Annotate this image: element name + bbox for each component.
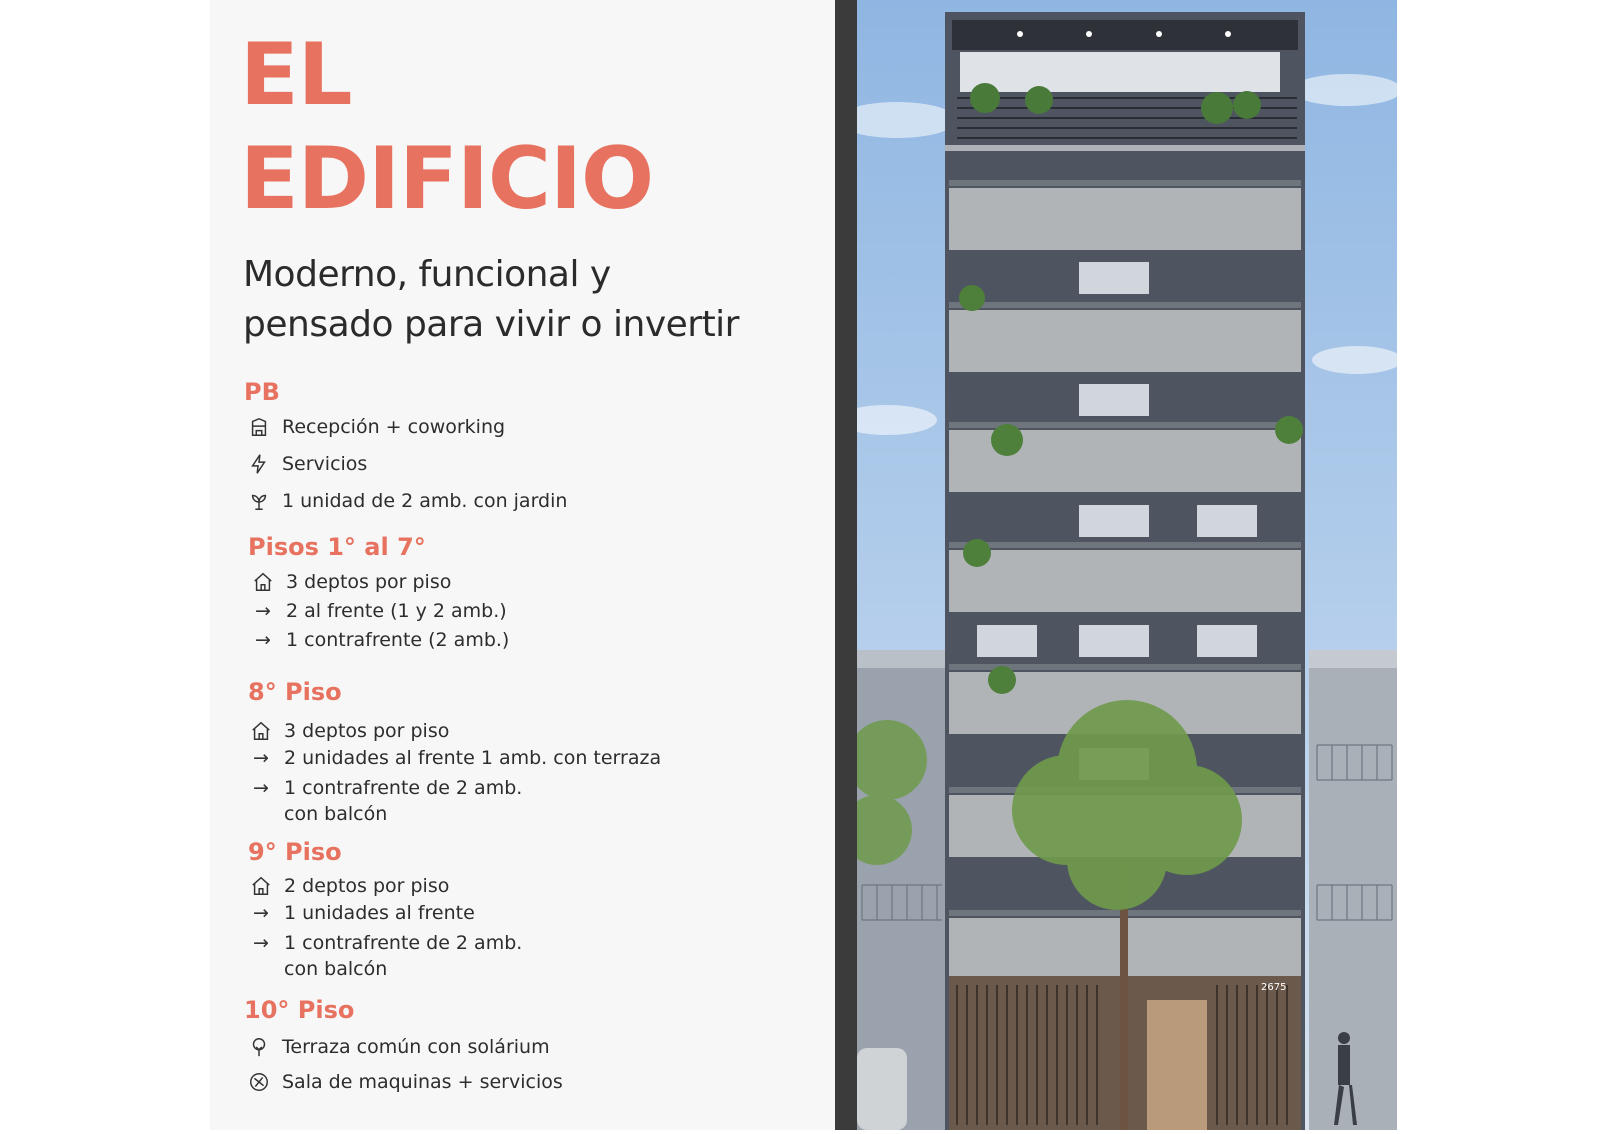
item-continuation: con balcón [284,803,388,825]
item-text: 1 unidades al frente [284,902,475,924]
house-icon [246,720,276,742]
subtitle-line-2: pensado para vivir o invertir [243,304,739,345]
list-item [246,777,522,799]
car [857,1048,907,1130]
item-text: 1 contrafrente de 2 amb. [284,932,523,954]
list-item [246,932,522,954]
fan-icon [244,1071,274,1093]
tree-icon [244,1036,274,1058]
section-heading-pisos-1-7: Pisos 1° al 7° [248,533,426,561]
list-item [246,902,475,924]
list-item [244,490,567,512]
list-item [246,875,449,897]
title-line-1: EL [240,25,352,125]
subtitle [243,250,803,350]
lightning-icon [244,453,274,475]
list-item [244,1036,550,1058]
item-text: 3 deptos por piso [286,571,452,593]
arrow-right-icon: → [255,600,271,622]
house-icon [248,571,278,593]
arrow-right-icon: → [253,932,269,954]
subtitle-line-1: Moderno, funcional y [243,254,611,295]
item-text: 2 deptos por piso [284,875,450,897]
arrow-right-icon: → [255,629,271,651]
item-text: Sala de maquinas + servicios [282,1071,563,1093]
arrow-right-icon: → [253,747,269,769]
item-text: Terraza común con solárium [282,1036,550,1058]
arrow-right-icon: → [253,777,269,799]
item-text: 2 unidades al frente 1 amb. con terraza [284,747,662,769]
list-item [246,720,449,742]
list-item [244,1071,563,1093]
item-text: Servicios [282,453,368,475]
list-item [246,747,661,769]
section-heading-piso-10: 10° Piso [244,996,355,1024]
street-number: 2675 [1261,982,1287,993]
item-text: 1 contrafrente de 2 amb. [284,777,523,799]
item-continuation: con balcón [284,958,388,980]
neighbour-right [1309,650,1397,1130]
section-heading-piso-8: 8° Piso [248,678,342,706]
list-item [244,453,367,475]
info-panel [210,0,835,1130]
list-item [244,416,505,438]
section-heading-piso-9: 9° Piso [248,838,342,866]
title-line-2: EDIFICIO [240,129,654,229]
building-render [857,0,1397,1130]
list-item [248,629,509,651]
item-text: 1 contrafrente (2 amb.) [286,629,510,651]
item-text: 3 deptos por piso [284,720,450,742]
divider [835,0,857,1130]
list-item [248,600,507,622]
list-item [248,571,451,593]
item-text: 1 unidad de 2 amb. con jardin [282,490,568,512]
building-icon [244,416,274,438]
plant-icon [244,490,274,512]
house-icon [246,875,276,897]
item-text: Recepción + coworking [282,416,506,438]
item-text: 2 al frente (1 y 2 amb.) [286,600,507,622]
section-heading-pb: PB [244,378,280,406]
arrow-right-icon: → [253,902,269,924]
